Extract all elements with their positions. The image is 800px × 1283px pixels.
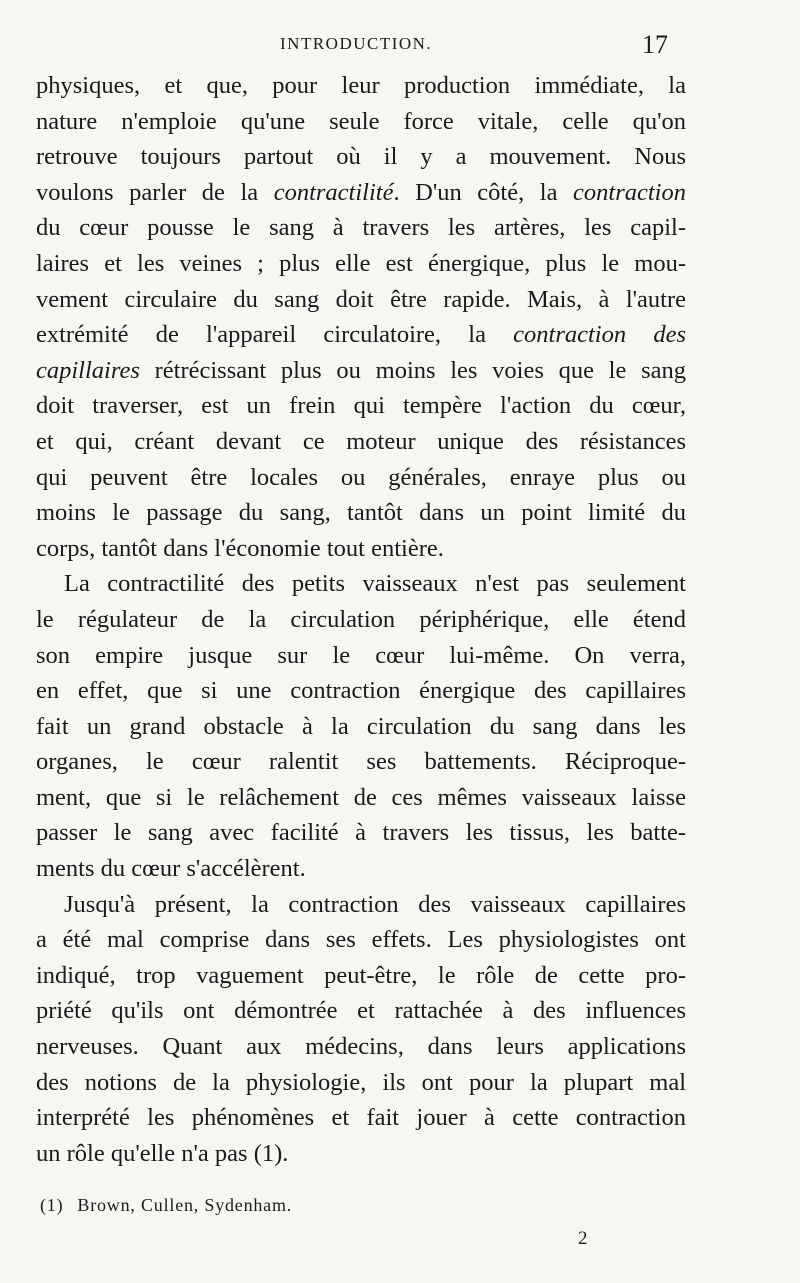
text-run: ment, que si le relâchement de ces mêmes vaisseaux laisse: [36, 783, 686, 811]
text-line: [36, 1029, 686, 1065]
running-head: [0, 30, 800, 62]
footnote-mark: (1): [40, 1195, 64, 1215]
text-run: ments du cœur s'accélèrent.: [36, 855, 306, 883]
text-line: [36, 388, 686, 424]
text-run: le régulateur de la circulation périphérique, elle étend: [36, 605, 686, 633]
text-run: en effet, que si une contraction énergique des capillaires: [36, 677, 686, 705]
text-line: [36, 104, 686, 140]
text-line: [36, 460, 686, 496]
italic-term: contraction: [573, 178, 686, 206]
text-run: retrouve toujours partout où il y a mouvement. Nous: [36, 143, 686, 171]
text-run: extrémité de l'appareil circulatoire, la: [36, 321, 514, 349]
text-run: fait un grand obstacle à la circulation du sang dans les: [36, 712, 686, 740]
text-run: a été mal comprise dans ses effets. Les physiologistes ont: [36, 926, 686, 954]
text-run: un rôle qu'elle n'a pas (1).: [36, 1139, 289, 1167]
text-run: rétrécissant plus ou moins les voies que le sang: [139, 356, 686, 384]
text-run: du cœur pousse le sang à travers les artères, les capil-: [36, 214, 686, 242]
footnote-text: Brown, Cullen, Sydenham.: [77, 1195, 293, 1215]
text-run: doit traverser, est un frein qui tempère l'action du cœur,: [36, 392, 686, 420]
text-run: des notions de la physiologie, ils ont pour la plupart mal: [36, 1068, 686, 1096]
text-run: et qui, créant devant ce moteur unique des résistances: [36, 427, 686, 455]
text-line: [36, 887, 686, 923]
text-run: vement circulaire du sang doit être rapide. Mais, à l'autre: [36, 285, 686, 313]
text-run: corps, tantôt dans l'économie tout entière.: [36, 534, 444, 562]
footnote: [40, 1195, 292, 1216]
text-line: [36, 815, 686, 851]
text-line: [36, 139, 686, 175]
text-run: priété qu'ils ont démontrée et rattachée à des influences: [36, 997, 686, 1025]
text-line: [36, 175, 686, 211]
text-line: [36, 495, 686, 531]
text-run: laires et les veines ; plus elle est énergique, plus le mou-: [36, 249, 686, 277]
text-run: . D'un côté, la: [393, 178, 574, 206]
text-run: passer le sang avec facilité à travers les tissus, les batte-: [36, 819, 686, 847]
text-line: [36, 709, 686, 745]
text-line: [36, 780, 686, 816]
text-run: indiqué, trop vaguement peut-être, le rôle de cette pro-: [36, 961, 686, 989]
text-run: voulons parler de la: [36, 178, 274, 206]
text-line: [36, 282, 686, 318]
text-line: [36, 68, 686, 104]
text-run: nerveuses. Quant aux médecins, dans leurs applications: [36, 1033, 686, 1061]
text-run: qui peuvent être locales ou générales, enraye plus ou: [36, 463, 686, 491]
text-line: [36, 1136, 686, 1172]
text-run: son empire jusque sur le cœur lui-même. On verra,: [36, 641, 686, 669]
text-line: [36, 317, 686, 353]
text-line: [36, 922, 686, 958]
text-run: Jusqu'à présent, la contraction des vaisseaux capillaires: [64, 890, 686, 918]
text-run: moins le passage du sang, tantôt dans un point limité du: [36, 499, 686, 527]
italic-term: contractilité: [273, 178, 394, 206]
text-line: [36, 1100, 686, 1136]
text-run: interprété les phénomènes et fait jouer à cette contraction: [36, 1104, 686, 1132]
text-line: [36, 210, 686, 246]
text-run: physiques, et que, pour leur production immédiate, la: [36, 72, 686, 99]
text-line: [36, 1065, 686, 1101]
text-line: [36, 673, 686, 709]
text-line: [36, 424, 686, 460]
body-text: [36, 68, 686, 1171]
page-number: 17: [642, 30, 668, 59]
text-line: [36, 851, 686, 887]
text-run: La contractilité des petits vaisseaux n'est pas seulement: [64, 570, 686, 598]
running-title: INTRODUCTION.: [280, 34, 433, 53]
text-line: [36, 993, 686, 1029]
text-run: organes, le cœur ralentit ses battements. Réciproque-: [36, 748, 686, 776]
italic-term: contraction des: [513, 321, 686, 349]
text-line: [36, 602, 686, 638]
text-run: nature n'emploie qu'une seule force vitale, celle qu'on: [36, 107, 686, 135]
text-line: [36, 958, 686, 994]
text-line: [36, 353, 686, 389]
text-line: [36, 531, 686, 567]
italic-term: capillaires: [36, 356, 140, 384]
text-line: [36, 566, 686, 602]
text-line: [36, 638, 686, 674]
signature-mark: 2: [578, 1228, 588, 1249]
text-line: [36, 246, 686, 282]
text-line: [36, 744, 686, 780]
